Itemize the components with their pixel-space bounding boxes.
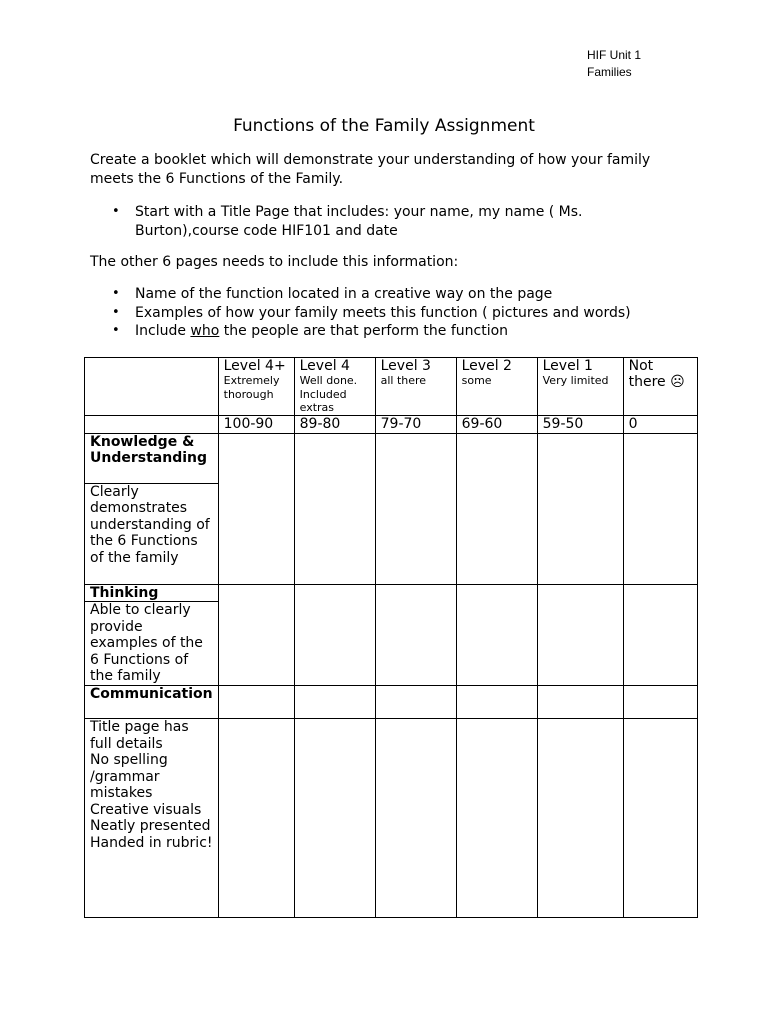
score-range: 79-70 [375,416,456,434]
who-underlined: who [190,323,220,339]
level-name: Level 3 [380,358,431,374]
thinking-heading-row [85,584,698,602]
score-cell [623,584,697,686]
bullet-icon: • [112,204,120,219]
level-name: Level 2 [461,358,512,374]
communication-point: No spelling /grammar mistakes [90,752,168,801]
level-cell [218,358,294,416]
level-cell [294,358,375,416]
score-cell [294,433,375,584]
info-item-who-pre: Include [135,323,191,339]
criterion-heading-communication: Communication [85,686,219,719]
level-name: Level 4+ [223,358,286,374]
score-cell [456,433,537,584]
level-cell [375,358,456,416]
info-item-who [135,323,508,339]
score-cell [623,719,697,918]
level-cell [623,358,697,416]
list-item [90,203,610,240]
score-cell [537,433,623,584]
level-description: Extremely thorough [223,374,280,401]
bullet-icon: • [112,286,120,301]
score-cell [218,584,294,686]
level-name: Level 1 [542,358,593,374]
title-page-list [90,203,610,240]
score-cell [537,719,623,918]
score-cell [294,686,375,719]
communication-point: Title page has full details [90,719,189,752]
info-item-examples: Examples of how your family meets this function ( pictures and words) [135,304,631,321]
communication-point: Creative visuals [90,801,202,818]
communication-description-row [85,719,698,918]
score-cell [375,686,456,719]
score-range-row [85,416,698,434]
intro-paragraph: Create a booklet which will demonstrate your understanding of how your family meets the 6 Functions of the Family. [90,152,651,187]
header-topic: Families [587,65,632,79]
page-title: Functions of the Family Assignment [233,116,535,136]
info-list [90,285,670,341]
score-cell [456,686,537,719]
score-cell [218,719,294,918]
list-item [90,322,670,341]
score-cell [623,433,697,584]
criterion-description-communication [85,719,219,918]
title-page-instruction: Start with a Title Page that includes: your name, my name ( Ms. Burton),course code HIF101 and date [135,204,583,239]
score-range: 100-90 [218,416,294,434]
score-cell [218,433,294,584]
empty-range-cell [85,416,219,434]
list-item [90,285,670,304]
score-cell [294,584,375,686]
score-cell [218,686,294,719]
rubric-table [84,357,698,918]
criterion-heading-knowledge: Knowledge & Understanding [85,433,219,483]
communication-heading-row [85,686,698,719]
score-range: 0 [623,416,697,434]
level-header-row [85,358,698,416]
level-description: Very limited [542,374,609,387]
other-pages-instruction: The other 6 pages needs to include this information: [90,254,459,270]
level-cell [537,358,623,416]
score-range: 59-50 [537,416,623,434]
level-name: Level 4 [299,358,350,374]
info-item-function-name: Name of the function located in a creative way on the page [135,286,553,302]
criterion-heading-thinking: Thinking [85,584,219,602]
level-description: some [461,374,492,387]
score-cell [294,719,375,918]
communication-point: Handed in rubric! [90,834,213,851]
score-cell [375,719,456,918]
bullet-icon: • [112,323,120,338]
score-cell [375,433,456,584]
list-item [90,304,670,323]
level-cell [456,358,537,416]
criterion-description-knowledge: Clearly demonstrates understanding of the 6 Functions of the family [85,483,219,584]
info-item-who-post: the people are that perform the function [219,323,509,339]
header-unit: HIF Unit 1 [587,48,642,62]
score-cell [375,584,456,686]
bullet-icon: • [112,304,120,320]
score-cell [456,719,537,918]
level-name: Not there ☹ [628,358,685,390]
empty-corner-cell [85,358,219,416]
level-description: Well done. Included extras [299,374,358,414]
score-cell [623,686,697,719]
score-cell [537,686,623,719]
level-description: all there [380,374,427,387]
criterion-description-thinking: Able to clearly provide examples of the 6 Functions of the family [85,602,219,686]
document-header [587,47,641,81]
score-cell [456,584,537,686]
knowledge-heading-row [85,433,698,483]
score-range: 69-60 [456,416,537,434]
score-range: 89-80 [294,416,375,434]
communication-point: Neatly presented [90,818,211,834]
score-cell [537,584,623,686]
